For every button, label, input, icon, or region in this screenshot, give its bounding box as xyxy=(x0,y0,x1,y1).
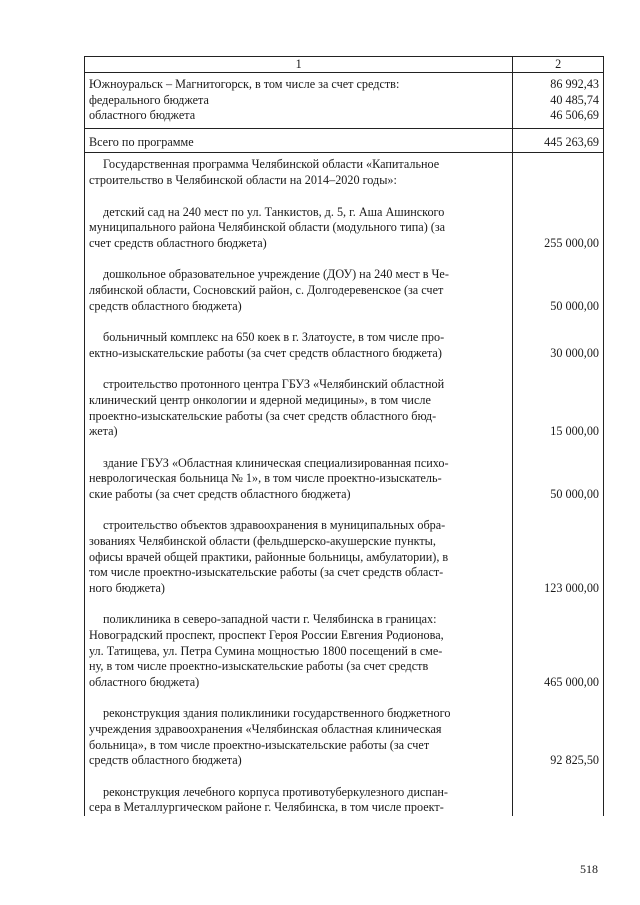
program-title: Государственная программа Челябинской области «Капитальное строительство в Челябинской области на 2014–2020 годы»: xyxy=(89,157,440,187)
list-item: реконструкция лечебного корпуса противотуберкулезного диспан- сера в Металлургическом районе г. Челябинска, в том числе проект- xyxy=(89,784,448,815)
program-row xyxy=(85,153,604,816)
list-item: дошкольное образовательное учреждение (ДОУ) на 240 мест в Че- лябинской области, Сосновский район, с. Долгодеревенское (за счет средств областного бюджета) xyxy=(89,267,449,313)
amount-value: 86 992,43 xyxy=(550,77,599,91)
column-2-header: 2 xyxy=(513,57,604,73)
list-item: детский сад на 240 мест по ул. Танкистов, д. 5, г. Аша Ашинского муниципального района Челябинской области (модульного типа) (за счет средств областного бюджета) xyxy=(89,204,446,250)
amount-value: 92 825,50 xyxy=(550,753,599,768)
total-row xyxy=(85,128,604,153)
list-item: строительство протонного центра ГБУЗ «Челябинский областной клинический центр онкологии и ядерной медицины», в том числе проектно-изыскательские работы (за счет средств областного бюд- жета) xyxy=(89,377,445,439)
total-label: Всего по программе xyxy=(89,134,194,149)
budget-table xyxy=(84,56,604,816)
amount-value: 50 000,00 xyxy=(550,486,599,501)
row-text-line: федерального бюджета xyxy=(89,92,209,107)
amount-value: 15 000,00 xyxy=(550,424,599,439)
amount-value: 46 506,69 xyxy=(550,108,599,123)
list-item: строительство объектов здравоохранения в муниципальных обра- зованиях Челябинской области (фельдшерско-акушерские пункты, офисы врачей общей практики, районные больницы, амбулатории), в том числе проектно-изыскательские работы (за счет средств облаcт- ного бюджета) xyxy=(89,518,449,595)
page-number: 518 xyxy=(580,862,598,876)
list-item: здание ГБУЗ «Областная клиническая специализированная психо- неврологическая больница № 1», в том числе проектно-изыскатель- ские работы (за счет средств областного бюджета) xyxy=(89,455,449,501)
list-item: реконструкция здания поликлиники государственного бюджетного учреждения здравоохранения «Челябинская областная клиническая больница», в том числе проектно-изыскательские работы (за счет средств областного бюджета) xyxy=(89,706,451,768)
table-row xyxy=(85,73,604,129)
amount-value: 30 000,00 xyxy=(550,345,599,360)
table-header-row xyxy=(85,57,604,73)
total-amount: 445 263,69 xyxy=(544,134,599,149)
list-item: больничный комплекс на 650 коек в г. Златоусте, в том числе про- ектно-изыскательские работы (за счет средств областного бюджета) xyxy=(89,330,445,360)
amount-value: 255 000,00 xyxy=(544,235,599,250)
amount-value: 123 000,00 xyxy=(544,580,599,595)
amount-value: 50 000,00 xyxy=(550,298,599,313)
amount-value: 465 000,00 xyxy=(544,674,599,689)
list-item: поликлиника в северо-западной части г. Челябинска в границах: Новоградский проспект, проспект Героя России Евгения Родионова, ул. Татищева, ул. Петра Сумина мощностью 1800 посещений в сме- ну, в том числе проектно-изыскательские работы (за счет средств областного бюджета) xyxy=(89,612,444,689)
amount-value: 40 485,74 xyxy=(550,92,599,107)
column-1-header: 1 xyxy=(85,57,513,73)
row-text-line: Южноуральск – Магнитогорск, в том числе за счет средств: xyxy=(89,77,400,91)
row-text-line: областного бюджета xyxy=(89,108,196,123)
